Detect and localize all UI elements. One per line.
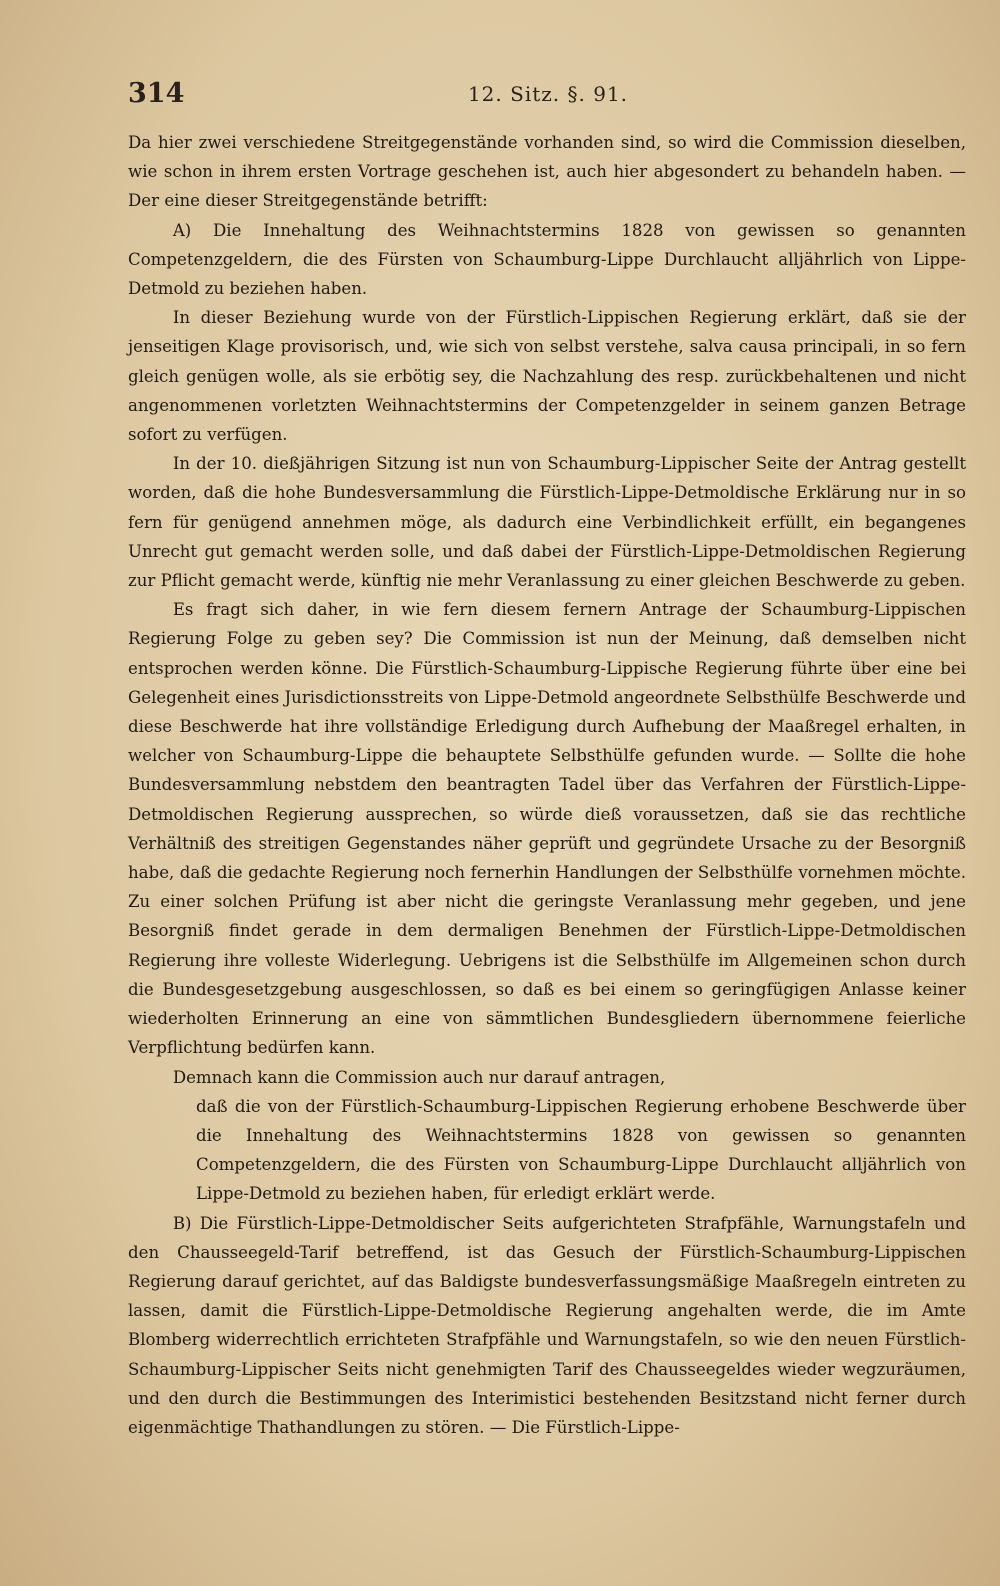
paragraph-motion: daß die von der Fürstlich-Schaumburg-Lippischen Regierung erhobene Beschwerde über die Innehaltung des Weihnachtstermins 1828 von gewissen so genannten Competenzgeldern, die des Fürsten von Schaumburg-Lippe Durchlaucht alljährlich von Lippe-Detmold zu beziehen haben, für erledigt erklärt werde.: [196, 1096, 966, 1204]
page-header: [128, 78, 968, 118]
body-text: [128, 128, 966, 1442]
paragraph-declaration: In dieser Beziehung wurde von der Fürstlich-Lippischen Regierung erklärt, daß sie der jenseitigen Klage provisorisch, und, wie sich von selbst verstehe, salva causa principali, in so fern gleich genügen wolle, als sie erbötig sey, die Nachzahlung des resp. zurückbehaltenen und nicht angenommenen vorletzten Weihnachtstermins der Competenzgelder in seinem ganzen Betrage sofort zu verfügen.: [128, 308, 966, 445]
page-number: 314: [128, 78, 185, 109]
running-head: 12. Sitz. §. 91.: [467, 82, 629, 106]
paragraph-section-a: A) Die Innehaltung des Weihnachtstermins 1828 von gewissen so genannten Competenzgeldern, die des Fürsten von Schaumburg-Lippe Durchlaucht alljährlich von Lippe-Detmold zu beziehen haben.: [128, 220, 966, 299]
paragraph-intro: Da hier zwei verschiedene Streitgegenstände vorhanden sind, so wird die Commission dieselben, wie schon in ihrem ersten Vortrage geschehen ist, auch hier abgesondert zu behandeln haben. — Der eine dieser Streitgegenstände betrifft:: [128, 133, 966, 211]
paragraph-commission-opinion: Es fragt sich daher, in wie fern diesem fernern Antrage der Schaumburg-Lippischen Regierung Folge zu geben sey? Die Commission ist nun der Meinung, daß demselben nicht entsprochen werden könne. Die Fürstlich-Schaumburg-Lippische Regierung führte über eine bei Gelegenheit eines Jurisdictionsstreits von Lippe-Detmold angeordnete Selbsthülfe Beschwerde und diese Beschwerde hat ihre vollständige Erledigung durch Aufhebung der Maaßregel erhalten, in welcher von Schaumburg-Lippe die behauptete Selbsthülfe gefunden wurde. — Sollte die hohe Bundesversammlung nebstdem den beantragten Tadel über das Verfahren der Fürstlich-Lippe-Detmoldischen Regierung aussprechen, so würde dieß voraussetzen, daß sie das rechtliche Verhältniß des streitigen Gegenstandes näher geprüft und gegründete Ursache zu der Besorgniß habe, daß die gedachte Regierung noch fernerhin Handlungen der Selbsthülfe vornehmen möchte. Zu einer solchen Prüfung ist aber nicht die geringste Veranlassung mehr gegeben, und jene Besorgniß findet gerade in dem dermaligen Benehmen der Fürstlich-Lippe-Detmoldischen Regierung ihre volleste Widerlegung. Uebrigens ist die Selbsthülfe im Allgemeinen schon durch die Bundesgesetzgebung ausgeschlossen, so daß es bei einem so geringfügigen Anlasse keiner wiederholten Erinnerung an eine von sämmtlichen Bundesgliedern übernommene feierliche Verpflichtung bedürfen kann.: [128, 600, 966, 1058]
paragraph-motion-intro: Demnach kann die Commission auch nur darauf antragen,: [172, 1067, 666, 1087]
paragraph-tenth-session: In der 10. dießjährigen Sitzung ist nun von Schaumburg-Lippischer Seite der Antrag gestellt worden, daß die hohe Bundesversammlung die Fürstlich-Lippe-Detmoldische Erklärung nur in so fern für genügend annehmen möge, als dadurch eine Verbindlichkeit erfüllt, ein begangenes Unrecht gut gemacht werden solle, und daß dabei der Fürstlich-Lippe-Detmoldischen Regierung zur Pflicht gemacht werde, künftig nie mehr Veranlassung zu einer gleichen Beschwerde zu geben.: [128, 454, 966, 591]
paragraph-section-b: B) Die Fürstlich-Lippe-Detmoldischer Seits aufgerichteten Strafpfähle, Warnungstafeln und den Chausseegeld-Tarif betreffend, ist das Gesuch der Fürstlich-Schaumburg-Lippischen Regierung darauf gerichtet, auf das Baldigste bundesverfassungsmäßige Maaßregeln eintreten zu lassen, damit die Fürstlich-Lippe-Detmoldische Regierung angehalten werde, die im Amte Blomberg widerrechtlich errichteten Strafpfähle und Warnungstafeln, so wie den neuen Fürstlich-Schaumburg-Lippischer Seits nicht genehmigten Tarif des Chausseegeldes wieder wegzuräumen, und den durch die Bestimmungen des Interimistici bestehenden Besitzstand nicht ferner durch eigenmächtige Thathandlungen zu stören. — Die Fürstlich-Lippe-: [128, 1213, 966, 1437]
